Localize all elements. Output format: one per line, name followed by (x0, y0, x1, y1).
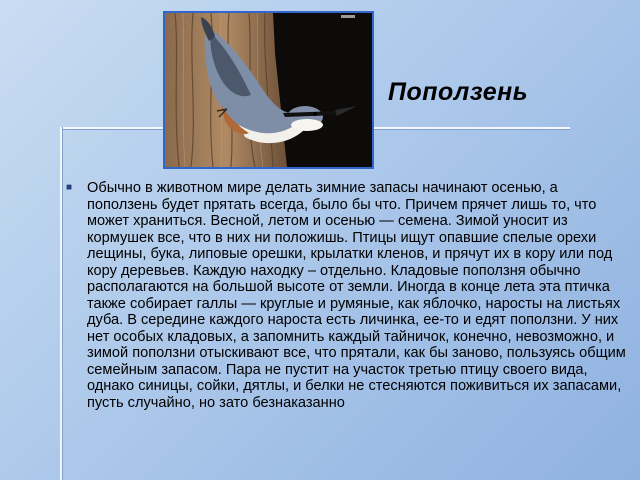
body-content (66, 180, 626, 411)
nuthatch-bird-icon (165, 13, 372, 167)
nuthatch-photo (163, 11, 374, 169)
slide-title: Поползень (388, 78, 529, 106)
frame-left-line (60, 127, 62, 480)
bullet-square-icon: ■ (66, 182, 73, 193)
body-paragraph: Обычно в животном мире делать зимние запасы начинают осенью, а поползень будет прятать всегда, было бы что. Причем прячет лишь то, что может храниться. Весной, летом и осенью — семена. Зимой уносит из кормушек все, что в них ни положишь. Птицы ищут опавшие спелые орехи лещины, бука, липовые орешки, крылатки кленов, и прячут их в кору или под кору деревьев. Каждую находку – отдельно. Кладовые поползня обычно располагаются на большой высоте от земли. Иногда в конце лета эта птичка также собирает галлы — круглые и румяные, как яблочко, наросты на листьях дуба. В середине каждого нароста есть личинка, ее-то и едят поползни. У них нет особых кладовых, а запомнить каждый тайничок, конечно, невозможно, и зимой поползни отыскивают все, что прятали, как бы заново, пользуясь общим семейным запасом. Пара не пустит на участок третью птицу своего вида, однако синицы, сойки, дятлы, и белки не стесняются поживиться их запасами, пусть случайно, но зато безнаказанно (87, 180, 626, 411)
